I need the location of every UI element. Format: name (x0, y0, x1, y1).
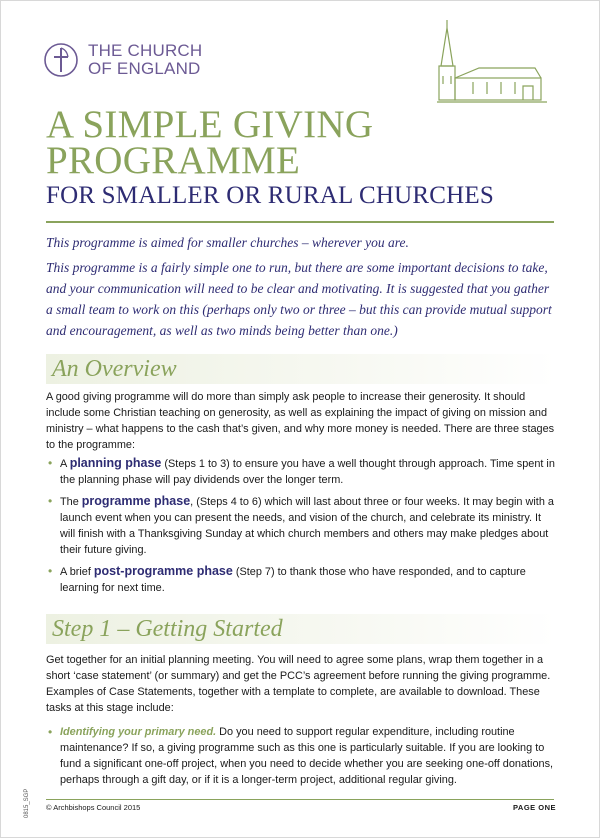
logo-line-1: THE CHURCH (88, 41, 203, 60)
church-spire-illustration (437, 18, 547, 104)
overview-body (46, 389, 558, 601)
list-item: • The programme phase, (Steps 4 to 6) which will last about three or four weeks. It may begin with a launch event when you can present the needs, and vision of the church, and celebrate its ministry. It will finish with a Thanksgiving Sunday at which church members and others may make pledges about their future giving. (48, 494, 554, 556)
list-item: • A brief post-programme phase (Step 7) to thank those who have responded, and to capture learning for next time. (48, 564, 526, 594)
bullet-term: planning phase (69, 456, 162, 470)
cross-circle-icon (43, 42, 79, 78)
document-title (46, 103, 374, 182)
intro-paragraph-1: This programme is aimed for smaller churches – wherever you are. (46, 235, 409, 250)
document-code: 0815_SGP (24, 788, 30, 818)
copyright-text: © Archbishops Council 2015 (46, 803, 141, 812)
bullet-icon: • (48, 564, 53, 578)
bullet-icon: • (48, 456, 53, 470)
title-line-2: PROGRAMME (46, 139, 301, 182)
bullet-icon: • (48, 725, 53, 739)
bullet-term: programme phase (81, 494, 191, 508)
footer-divider (46, 799, 554, 800)
intro-text (46, 232, 556, 345)
overview-heading: An Overview (52, 356, 177, 382)
overview-paragraph: A good giving programme will do more than simply ask people to increase their generosity. It should include some Christian teaching on generosity, as well as explaining the impact of giving on mission and ministry – what happens to the cash that’s given, and why more money is needed. There are three stages to the programme: (46, 391, 555, 451)
document-subtitle: FOR SMALLER OR RURAL CHURCHES (46, 182, 494, 209)
step1-heading-band (46, 614, 556, 644)
list-item: • Identifying your primary need. Do you need to support regular expenditure, including routine maintenance? If so, a giving programme such as this one is particularly suitable. If you are looking to fund a significant one-off project, when you need to decide whether you are seeking one-off donations, perhaps through a gift day, or if it is a longer-term project, additional regular giving. (48, 725, 554, 786)
logo-line-2: OF ENGLAND (88, 59, 201, 78)
bullet-icon: • (48, 494, 53, 508)
bullet-term: post-programme phase (93, 564, 233, 578)
intro-paragraph-2: This programme is a fairly simple one to run, but there are some important decisions to take, and your communication will need to be clear and motivating. It is suggested that you gather a small team to work on this (perhaps only two or three – but this can provide mutual support and encouragement, as well as two minds being better than one.) (46, 260, 552, 338)
list-item: • A planning phase (Steps 1 to 3) to ensure you have a well thought through approach. Time spent in the planning phase will pay dividends over the longer term. (48, 456, 555, 486)
step1-body (46, 652, 558, 793)
logo-text (88, 42, 202, 78)
step1-bullet-list (46, 724, 558, 788)
overview-bullet-list (46, 455, 558, 596)
title-line-1: A SIMPLE GIVING (46, 103, 374, 146)
page-number: PAGE ONE (512, 803, 556, 812)
bullet-lead: Identifying your primary need. (60, 726, 217, 738)
step1-paragraph: Get together for an initial planning meeting. You will need to agree some plans, wrap them together in a short ‘case statement’ (or summary) and get the PCC’s agreement before running the giving programme. Examples of Case Statements, together with a template to complete, are available to download. These tasks at this stage include: (46, 654, 551, 714)
footer (46, 803, 556, 819)
title-divider (46, 221, 554, 223)
overview-heading-band (46, 354, 556, 384)
step1-heading: Step 1 – Getting Started (52, 616, 283, 642)
church-of-england-logo (43, 42, 202, 78)
